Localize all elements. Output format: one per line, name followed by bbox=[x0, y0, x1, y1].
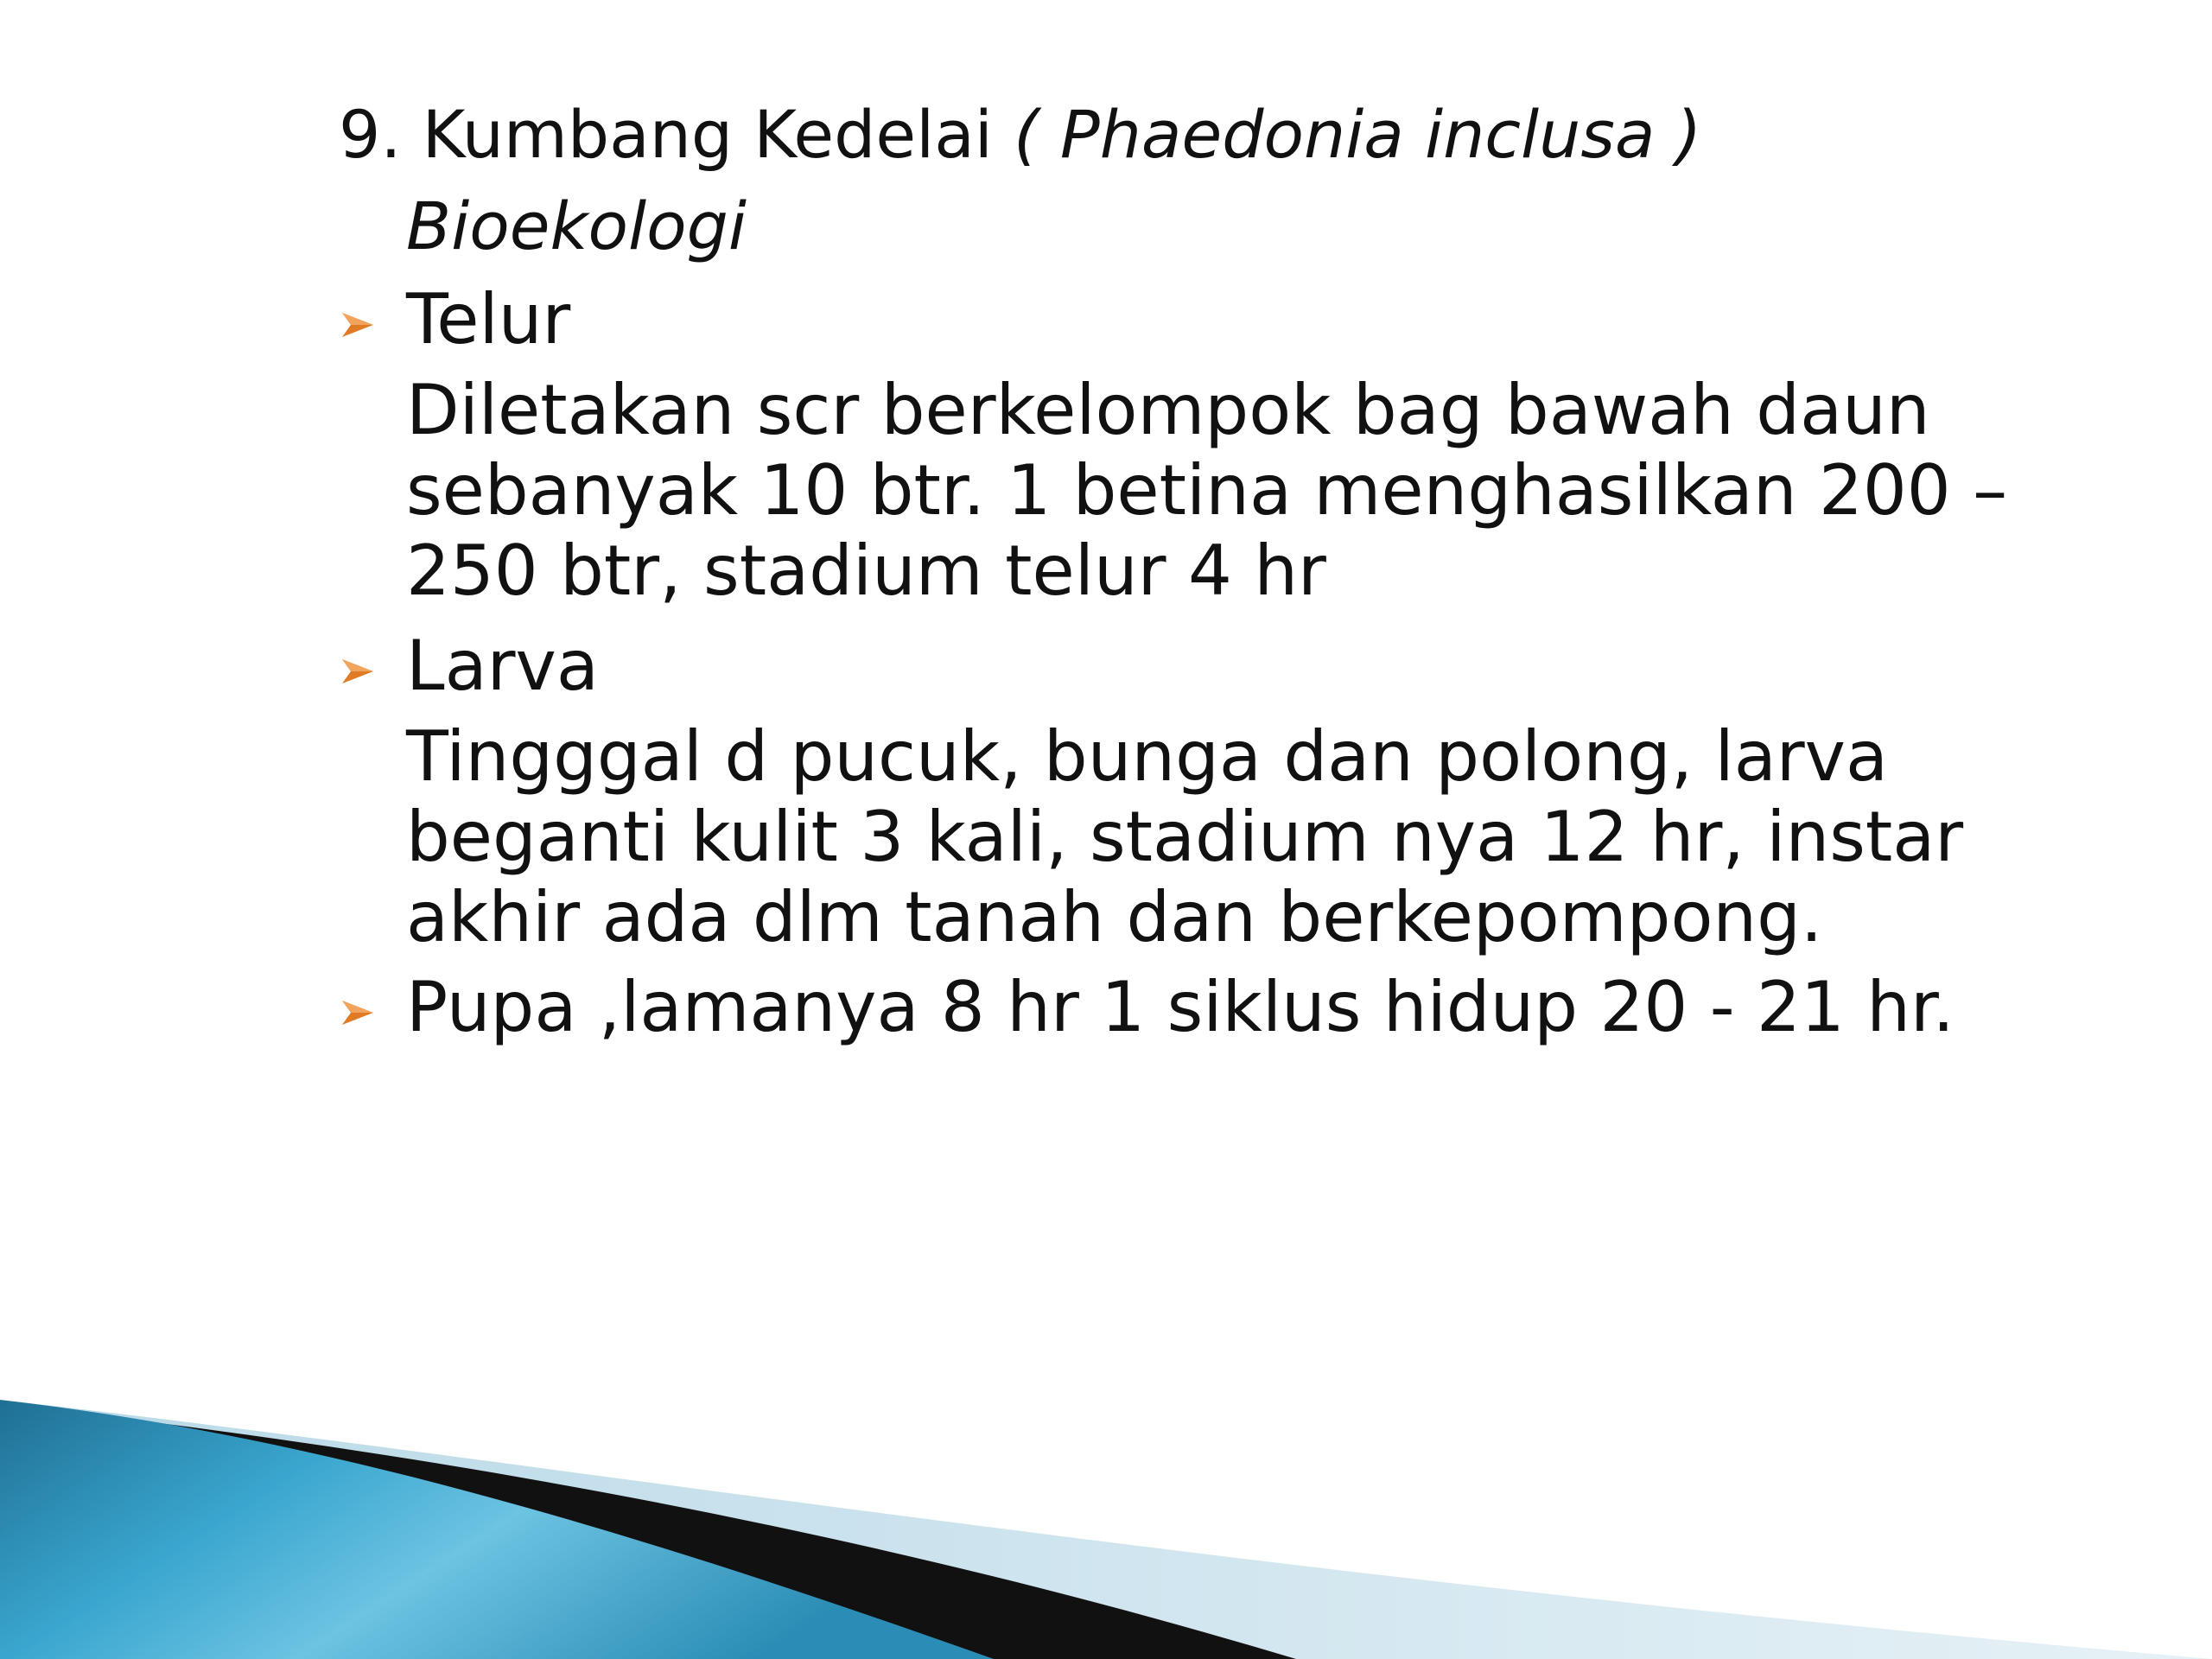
bullet-heading-pupa: Pupa ,lamanya 8 hr 1 siklus hidup 20 - 21 hr. bbox=[406, 967, 1955, 1047]
bullet-heading-larva: Larva bbox=[406, 626, 599, 706]
bullet-item-pupa bbox=[339, 966, 2136, 1049]
title-prefix: 9. Kumbang Kedelai bbox=[339, 96, 1014, 173]
arrowhead-bullet-icon bbox=[339, 306, 377, 344]
bullet-heading-telur: Telur bbox=[406, 279, 571, 359]
bullet-item-larva bbox=[339, 625, 2136, 708]
paragraph-telur: Diletakan scr berkelompok bag bawah daun sebanyak 10 btr. 1 betina menghasilkan 200 – 250 btr, stadium telur 4 hr bbox=[406, 370, 2008, 611]
slide-subtitle: Bioekologi bbox=[406, 188, 747, 264]
slide-content bbox=[339, 93, 2136, 1049]
bullet-item-telur bbox=[339, 278, 2136, 361]
paragraph-larva: Tingggal d pucuk, bunga dan polong, larva beganti kulit 3 kali, stadium nya 12 hr, instar akhir ada dlm tanah dan berkepompong. bbox=[406, 716, 1964, 957]
title-scientific-name: ( Phaedonia inclusa ) bbox=[1014, 96, 1702, 173]
arrowhead-bullet-icon bbox=[339, 652, 377, 690]
arrowhead-bullet-icon bbox=[339, 994, 377, 1032]
slide-title bbox=[339, 93, 2136, 176]
